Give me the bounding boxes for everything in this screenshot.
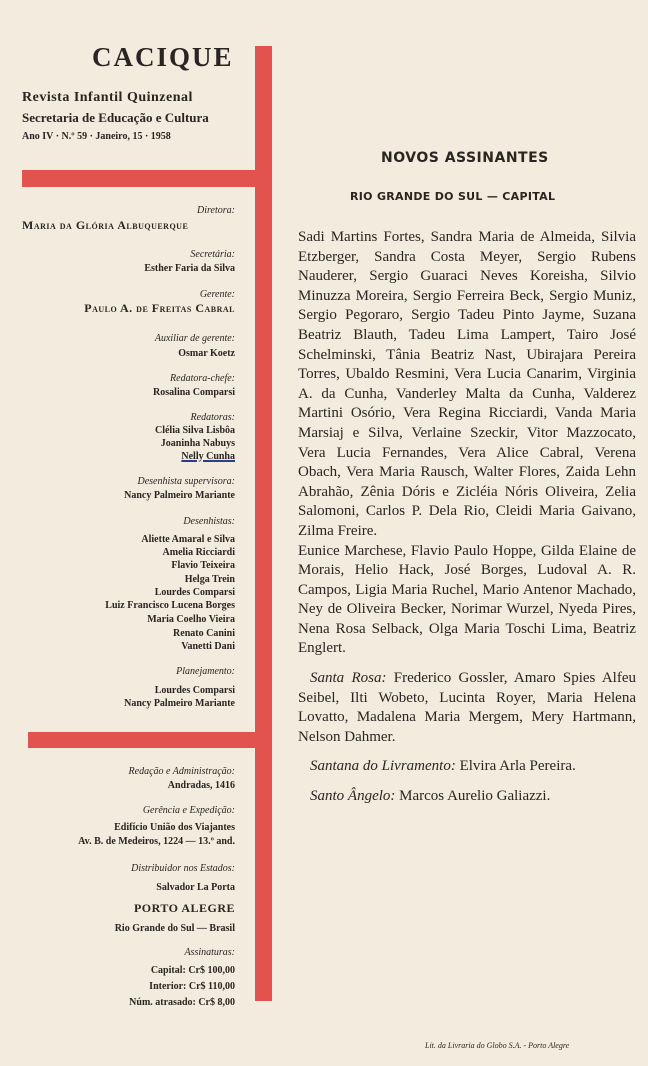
subscriptions-role: Assinaturas: xyxy=(184,947,235,958)
illustrator-name: Luiz Francisco Lucena Borges xyxy=(105,600,235,611)
article-subheading: RIO GRANDE DO SUL — CAPITAL xyxy=(350,190,556,203)
issue-info: Ano IV · N.º 59 · Janeiro, 15 · 1958 xyxy=(22,131,171,142)
office-role: Redação e Administração: xyxy=(128,766,235,777)
illustrator-name: Lourdes Comparsi xyxy=(154,587,235,598)
secretary-name: Esther Faria da Silva xyxy=(144,263,235,274)
article-heading: NOVOS ASSINANTES xyxy=(381,150,549,166)
editors-role: Redatoras: xyxy=(190,412,235,423)
editor-name: Nelly Cunha xyxy=(181,451,235,462)
distributor-name: Salvador La Porta xyxy=(156,882,235,893)
city-label: Santana do Livramento: xyxy=(310,758,456,775)
illustrator-name: Amelia Ricciardi xyxy=(162,547,235,558)
subscriber-paragraph: Sadi Martins Fortes, Sandra Maria de Almeida, Silvia Etzberger, Sandra Costa Meyer, Sergio Rubens Nauderer, Sergio Guaraci Neves Koreisha, Silvio Minuzza Moreira, Sergio Ferreira Beck, Sergio Muniz, Sergio Pegoraro, Sergio Tadeu Pinto Jayme, Suzana Beatriz Blauth, Tadeu Lima Lampert, Tairo José Schelminski, Tânia Beatriz Nast, Ubirajara Pereira Torres, Ubaldo Resmini, Vera Lucia Canarim, Virginia A. da Cunha, Vanderley Malta da Cunha, Valderez Martini Osório, Vera Regina Ricciardi, Vanda Maria Marsiaj e Silva, Verlaine Szeckir, Vitor Mazzocato, Vera Lucia Fernandes, Vera Alice Cabral, Verena Obach, Vera Maria Rausch, Walter Flores, Zaida Lehn Abrahão, Zênia Dóris e Zicléia Nóris Oliveira, Zelia Salomoni, Carlos P. Dela Rio, Cleidi Maria Gaivano, Zilma Freire. xyxy=(298,229,636,539)
office-address: Andradas, 1416 xyxy=(167,780,235,791)
printer-credit: Lit. da Livraria do Globo S.A. - Porto Alegre xyxy=(425,1041,570,1050)
price-capital: Capital: Cr$ 100,00 xyxy=(150,965,235,976)
manager-role: Gerente: xyxy=(199,289,235,300)
asst-manager-role: Auxiliar de gerente: xyxy=(154,333,235,344)
shipping-role: Gerência e Expedição: xyxy=(142,805,235,816)
planning-name: Lourdes Comparsi xyxy=(154,685,235,696)
shipping-building: Edifício União dos Viajantes xyxy=(114,822,235,833)
supervisor-name: Nancy Palmeiro Mariante xyxy=(124,490,235,501)
city-names: Frederico Gossler, Amaro Spies Alfeu Seibel, Ilti Wobeto, Lucinta Royer, Maria Helena Lovatto, Madalena Maria Mergem, Mery Hartmann, Nelson Dahmer. xyxy=(298,670,636,745)
price-back-issue: Núm. atrasado: Cr$ 8,00 xyxy=(129,997,235,1008)
price-interior: Interior: Cr$ 110,00 xyxy=(149,981,235,992)
illustrator-name: Flavio Teixeira xyxy=(171,560,235,571)
director-role: Diretora: xyxy=(197,205,235,216)
subscriber-paragraph: Eunice Marchese, Flavio Paulo Hoppe, Gilda Elaine de Morais, Helio Hack, José Borges, Ludoval A. R. Campos, Ligia Maria Ruchel, Mario Antenor Machado, Ney de Oliveira Becker, Norimar Wurzel, Nyeda Pires, Nena Rosa Selback, Olga Maria Toschi Lima, Beatriz Englert. xyxy=(298,542,636,657)
city-paragraph xyxy=(298,787,636,807)
manager-name: Paulo A. de Freitas Cabral xyxy=(84,301,235,315)
magazine-title: CACIQUE xyxy=(92,42,234,72)
city-label: Santo Ângelo: xyxy=(310,788,396,805)
illustrator-name: Vanetti Dani xyxy=(181,641,235,652)
editor-name: Clélia Silva Lisbôa xyxy=(154,425,235,436)
city-paragraph xyxy=(298,757,636,777)
city-names: Marcos Aurelio Galiazzi. xyxy=(395,788,551,805)
publisher: Secretaria de Educação e Cultura xyxy=(22,110,209,125)
chief-editor-role: Redatora-chefe: xyxy=(170,373,235,384)
red-horizontal-bar-top xyxy=(22,170,272,187)
illustrator-name: Renato Canini xyxy=(173,628,235,639)
planning-role: Planejamento: xyxy=(176,666,235,677)
planning-name: Nancy Palmeiro Mariante xyxy=(124,698,235,709)
chief-editor-name: Rosalina Comparsi xyxy=(153,387,235,398)
city: PORTO ALEGRE xyxy=(133,901,235,915)
illustrator-name: Maria Coelho Vieira xyxy=(147,614,235,625)
supervisor-role: Desenhista supervisora: xyxy=(137,476,235,487)
illustrator-name: Helga Trein xyxy=(184,574,235,585)
city-label: Santa Rosa: xyxy=(310,670,387,687)
asst-manager-name: Osmar Koetz xyxy=(178,348,235,359)
subscriber-list xyxy=(298,228,636,807)
secretary-role: Secretária: xyxy=(190,249,235,260)
illustrators-role: Desenhistas: xyxy=(183,516,235,527)
city-names: Elvira Arla Pereira. xyxy=(455,758,576,775)
editor-name: Joaninha Nabuys xyxy=(160,438,235,449)
red-vertical-bar xyxy=(255,46,272,1001)
illustrator-name: Aliette Amaral e Silva xyxy=(141,534,235,545)
magazine-subtitle: Revista Infantil Quinzenal xyxy=(22,90,193,105)
distributor-role: Distribuidor nos Estados: xyxy=(131,863,235,874)
shipping-address: Av. B. de Medeiros, 1224 — 13.º and. xyxy=(78,836,235,847)
red-horizontal-bar-middle xyxy=(28,732,272,748)
city-paragraph xyxy=(298,669,636,747)
region: Rio Grande do Sul — Brasil xyxy=(114,923,235,934)
director-name: Maria da Glória Albuquerque xyxy=(22,218,189,232)
